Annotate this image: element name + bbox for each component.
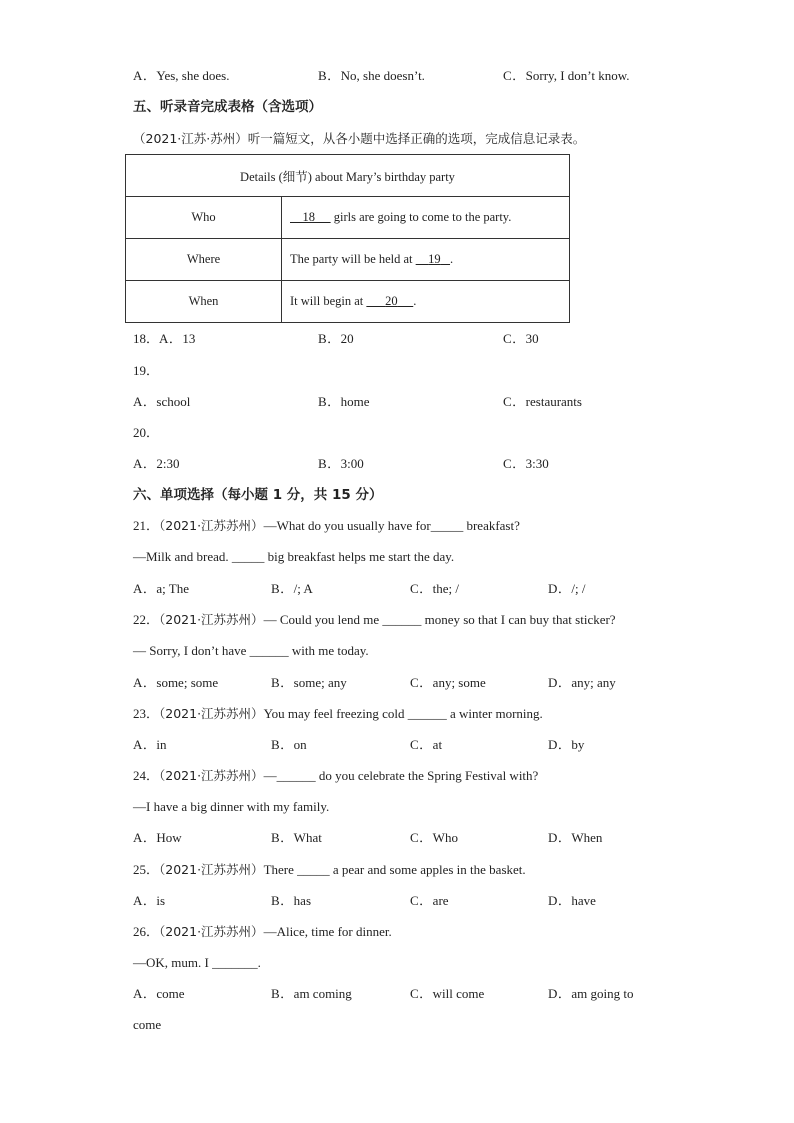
blank-20: 20: [385, 294, 398, 308]
q18-option-a: 18．A．13: [133, 331, 196, 346]
section5-heading: 五、听录音完成表格（含选项）: [133, 99, 322, 115]
table-label-who: Who: [126, 197, 282, 239]
q23-option-d: D．by: [548, 737, 585, 752]
table-label-where: Where: [126, 239, 282, 281]
table-label-when: When: [126, 281, 282, 323]
table-title: Details (细节) about Mary’s birthday party: [126, 155, 570, 197]
q19-number: 19．: [133, 363, 160, 378]
blank-19: 19: [428, 252, 441, 266]
q23-option-b: B．on: [271, 737, 307, 752]
q23-option-a: A．in: [133, 737, 167, 752]
q18-option-c: C．30: [503, 331, 539, 346]
q19-option-a: A．school: [133, 394, 191, 409]
q22-option-b: B．some; any: [271, 675, 347, 690]
q20-option-c: C．3:30: [503, 456, 549, 471]
q19-option-c: C．restaurants: [503, 394, 582, 409]
q26-option-b: B．am coming: [271, 986, 352, 1001]
q20-number: 20．: [133, 425, 160, 440]
q26-option-c: C．will come: [410, 986, 485, 1001]
section5-intro: （2021·江苏·苏州）听一篇短文，从各小题中选择正确的选项，完成信息记录表。: [133, 131, 586, 146]
q22-option-d: D．any; any: [548, 675, 616, 690]
section6-heading: 六、单项选择（每小题 1 分，共 15 分）: [133, 487, 383, 503]
table-value-who: 18 girls are going to come to the party.: [282, 197, 570, 239]
q24-option-a: A．How: [133, 830, 182, 845]
q24-option-c: C．Who: [410, 830, 458, 845]
table-value-where: The party will be held at 19 .: [282, 239, 570, 281]
q22-option-a: A．some; some: [133, 675, 219, 690]
q21-option-d: D．/; /: [548, 581, 586, 596]
q22-option-c: C．any; some: [410, 675, 486, 690]
q26-option-a: A．come: [133, 986, 185, 1001]
q24-option-b: B．What: [271, 830, 322, 845]
q22-line-2: — Sorry, I don’t have ______ with me today.: [133, 643, 369, 658]
q17-option-b: B．No, she doesn’t.: [318, 68, 425, 83]
q26-option-d-wrap: come: [133, 1017, 162, 1032]
q25-option-c: C．are: [410, 893, 449, 908]
q26-stem: 26．（2021·江苏苏州）—Alice, time for dinner.: [133, 924, 392, 939]
q24-stem: 24．（2021·江苏苏州）—______ do you celebrate the Spring Festival with?: [133, 768, 539, 783]
q22-stem: 22．（2021·江苏苏州）— Could you lend me ______ money so that I can buy that sticker?: [133, 612, 616, 627]
q17-option-c: C．Sorry, I don’t know.: [503, 68, 630, 83]
q25-stem: 25．（2021·江苏苏州）There _____ a pear and some apples in the basket.: [133, 862, 526, 877]
table-value-when: It will begin at 20 .: [282, 281, 570, 323]
q21-stem: 21．（2021·江苏苏州）—What do you usually have for_____ breakfast?: [133, 518, 520, 533]
q24-option-d: D．When: [548, 830, 603, 845]
q20-option-a: A．2:30: [133, 456, 180, 471]
info-record-table: [125, 154, 570, 323]
q23-option-c: C．at: [410, 737, 443, 752]
blank-18: 18: [302, 210, 315, 224]
q21-option-a: A．a; The: [133, 581, 189, 596]
q25-option-d: D．have: [548, 893, 596, 908]
q19-option-b: B．home: [318, 394, 370, 409]
q24-line-2: —I have a big dinner with my family.: [133, 799, 330, 814]
q21-line-2: —Milk and bread. _____ big breakfast helps me start the day.: [133, 549, 455, 564]
q26-line-2: —OK, mum. I _______.: [133, 955, 261, 970]
q21-option-c: C．the; /: [410, 581, 460, 596]
q26-option-d: D．am going to: [548, 986, 634, 1001]
q23-stem: 23．（2021·江苏苏州）You may feel freezing cold ______ a winter morning.: [133, 706, 543, 721]
q21-option-b: B．/; A: [271, 581, 313, 596]
q25-option-b: B．has: [271, 893, 312, 908]
q17-option-a: A．Yes, she does.: [133, 68, 230, 83]
q25-option-a: A．is: [133, 893, 166, 908]
q20-option-b: B．3:00: [318, 456, 364, 471]
q18-option-b: B．20: [318, 331, 354, 346]
